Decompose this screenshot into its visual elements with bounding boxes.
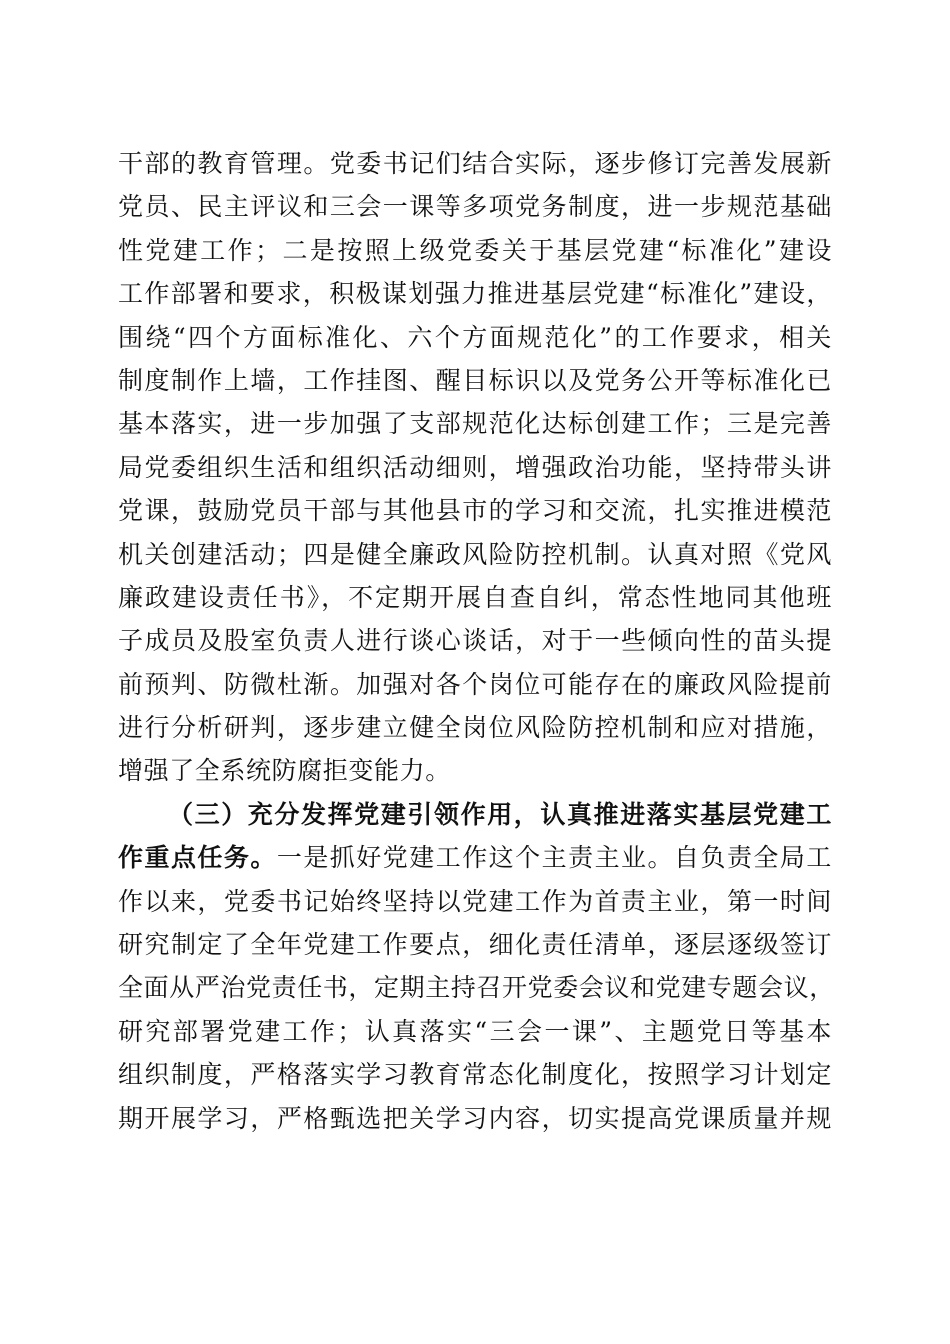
- text-line: 期开展学习，严格甄选把关学习内容，切实提高党课质量并规: [118, 1103, 832, 1133]
- text-line: 制度制作上墙，工作挂图、醒目标识以及党务公开等标准化已: [118, 365, 832, 395]
- text-line: 基本落实，进一步加强了支部规范化达标创建工作；三是完善: [118, 409, 832, 439]
- text-line: [118, 836, 832, 879]
- text-line: 局党委组织生活和组织活动细则，增强政治功能，坚持带头讲: [118, 452, 832, 482]
- text-line: 进行分析研判，逐步建立健全岗位风险防控机制和应对措施，: [118, 713, 832, 743]
- text-line: 增强了全系统防腐拒变能力。: [118, 756, 451, 786]
- text-line: 党课，鼓励党员干部与其他县市的学习和交流，扎实推进模范: [118, 496, 832, 526]
- text-line: 围绕“四个方面标准化、六个方面规范化”的工作要求，相关: [118, 322, 832, 352]
- text-line: 作以来，党委书记始终坚持以党建工作为首责主业，第一时间: [118, 886, 832, 916]
- text-line: 全面从严治党责任书，定期主持召开党委会议和党建专题会议，: [118, 973, 835, 1003]
- text-line: 机关创建活动；四是健全廉政风险防控机制。认真对照《党风: [118, 539, 832, 569]
- section-heading: （三）充分发挥党建引领作用，认真推进落实基层党建工: [168, 799, 832, 829]
- text-line: 性党建工作；二是按照上级党委关于基层党建“标准化”建设: [118, 235, 832, 265]
- document-body: [118, 142, 835, 1140]
- text-line: 干部的教育管理。党委书记们结合实际，逐步修订完善发展新: [118, 149, 832, 178]
- text-line: 前预判、防微杜渐。加强对各个岗位可能存在的廉政风险提前: [118, 669, 832, 699]
- text-line: 研究制定了全年党建工作要点，细化责任清单，逐层逐级签订: [118, 930, 832, 960]
- text-line: 子成员及股室负责人进行谈心谈话，对于一些倾向性的苗头提: [118, 626, 832, 656]
- text-line: 工作部署和要求，积极谋划强力推进基层党建“标准化”建设，: [118, 279, 832, 309]
- text-run: 一是抓好党建工作这个主责主业。自负责全局工: [276, 843, 832, 873]
- section-heading-end: 作重点任务。: [118, 843, 277, 873]
- text-line: 党员、民主评议和三会一课等多项党务制度，进一步规范基础: [118, 192, 832, 222]
- text-line: 研究部署党建工作；认真落实“三会一课”、主题党日等基本: [118, 1016, 832, 1046]
- text-line: 组织制度，严格落实学习教育常态化制度化，按照学习计划定: [118, 1060, 832, 1090]
- text-line: 廉政建设责任书》，不定期开展自查自纠，常态性地同其他班: [118, 582, 832, 612]
